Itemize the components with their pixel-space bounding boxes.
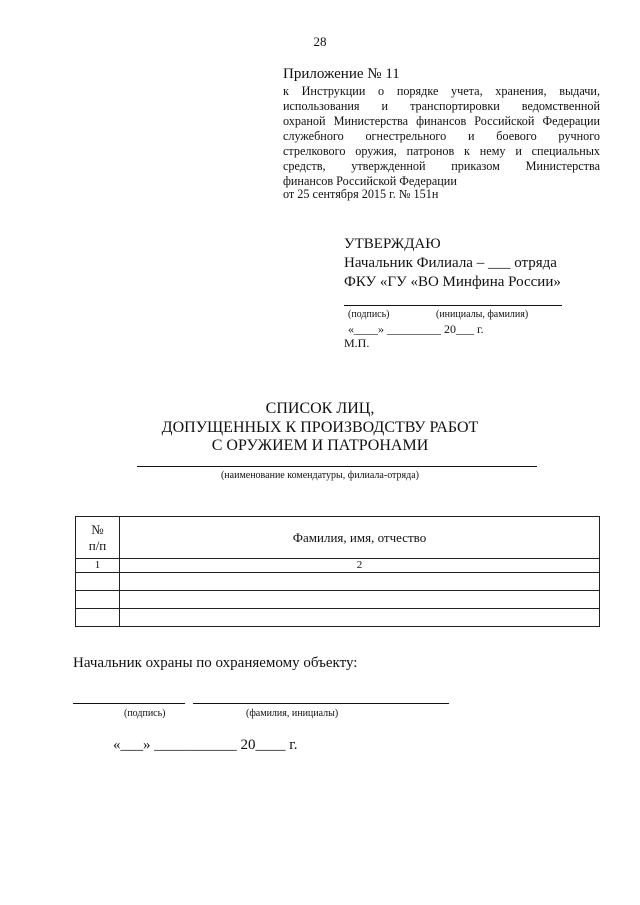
table-cell bbox=[120, 591, 600, 609]
footer-signature-line bbox=[73, 703, 185, 704]
appendix-line: использования и транспортировки ведомственной bbox=[283, 99, 600, 113]
full-name-header: Фамилия, имя, отчество bbox=[120, 517, 600, 559]
table-row bbox=[76, 609, 600, 627]
table-cell bbox=[76, 573, 120, 591]
page-number: 28 bbox=[313, 34, 327, 49]
appendix-line: средств, утвержденной приказом Министерства bbox=[283, 159, 600, 173]
footer-date-line: «___» ___________ 20____ г. bbox=[113, 737, 298, 753]
list-title-line1: СПИСОК ЛИЦ, bbox=[265, 400, 375, 417]
list-title-line2: ДОПУЩЕННЫХ К ПРОИЗВОДСТВУ РАБОТ bbox=[161, 419, 479, 436]
appendix-text bbox=[283, 84, 600, 189]
approval-signature-line bbox=[344, 305, 562, 306]
table-index-row bbox=[76, 559, 600, 573]
number-header bbox=[76, 517, 120, 559]
appendix-line: финансов Российской Федерации bbox=[283, 174, 457, 188]
number-sign: № bbox=[91, 521, 104, 537]
appendix-line: охраной Министерства финансов Российской Федерации bbox=[283, 114, 600, 128]
table-row bbox=[76, 591, 600, 609]
footer-signature-caption: (подпись) bbox=[124, 708, 166, 719]
table-cell bbox=[76, 609, 120, 627]
approval-date-line: «____» _________ 20___ г. bbox=[348, 322, 484, 336]
column-index-1: 1 bbox=[76, 559, 120, 573]
appendix-line: служебного огнестрельного и боевого ручного bbox=[283, 129, 600, 143]
approval-name-caption: (инициалы, фамилия) bbox=[436, 309, 529, 320]
unit-name-line bbox=[137, 466, 537, 467]
column-index-2: 2 bbox=[120, 559, 600, 573]
table-cell bbox=[120, 573, 600, 591]
table-row bbox=[76, 573, 600, 591]
footer-name-line bbox=[193, 703, 449, 704]
stamp-label: М.П. bbox=[344, 336, 370, 350]
appendix-title: Приложение № 11 bbox=[283, 66, 400, 82]
footer-name-caption: (фамилия, инициалы) bbox=[246, 708, 339, 719]
table-cell bbox=[120, 609, 600, 627]
personnel-table bbox=[75, 516, 600, 627]
unit-name-caption: (наименование комендатуры, филиала-отряда) bbox=[220, 470, 420, 481]
footer-title: Начальник охраны по охраняемому объекту: bbox=[73, 655, 358, 671]
table-header-row bbox=[76, 517, 600, 559]
approval-position-line1: Начальник Филиала – ___ отряда bbox=[344, 255, 557, 271]
appendix-line: к Инструкции о порядке учета, хранения, выдачи, bbox=[283, 84, 600, 98]
table-cell bbox=[76, 591, 120, 609]
approval-heading: УТВЕРЖДАЮ bbox=[344, 236, 441, 252]
approval-signature-caption: (подпись) bbox=[348, 309, 390, 320]
number-abbrev: п/п bbox=[88, 537, 107, 553]
approval-position-line2: ФКУ «ГУ «ВО Минфина России» bbox=[344, 274, 561, 290]
appendix-line: стрелкового оружия, патронов к нему и специальных bbox=[283, 144, 600, 158]
list-title-line3: С ОРУЖИЕМ И ПАТРОНАМИ bbox=[211, 437, 429, 454]
appendix-date: от 25 сентября 2015 г. № 151н bbox=[283, 187, 439, 201]
